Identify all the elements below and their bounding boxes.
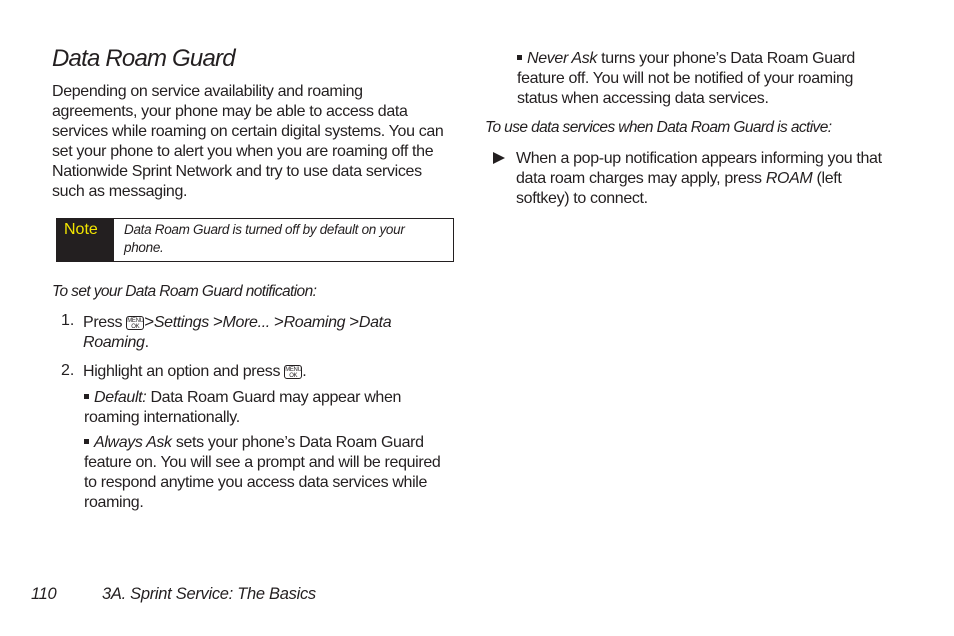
path-separator: > [144,312,154,331]
option-name: Always Ask [94,434,172,451]
roam-softkey: ROAM [765,170,813,187]
use-step-before: When a pop-up notification appears informing you that data roam charges may apply, press [516,150,882,187]
use-step-after: (left softkey) to connect. [516,170,842,207]
menu-ok-key-icon [284,365,302,379]
option-name: Default: [94,389,147,406]
menu-path-more: More... [222,314,270,331]
step-1 [83,312,443,353]
option-description: sets your phone’s Data Roam Guard feature on. You will see a prompt and will be required to respond anytime you access data services while roaming. [84,434,441,511]
path-separator: > [212,312,223,331]
use-step [516,149,894,209]
note-label: Note [57,219,114,261]
step-2 [83,362,443,382]
option-default [84,388,439,428]
use-heading: To use data services when Data Roam Guard is active: [485,119,832,136]
step-1-prefix: Press [83,314,123,331]
bullet-icon [517,55,522,60]
page-number: 110 [31,585,57,603]
key-bottom-label: OK [289,373,298,379]
key-top-label: MENU [127,318,144,324]
intro-paragraph: Depending on service availability and roaming agreements, your phone may be able to access data services while roaming on certain digital systems. You can set your phone to alert you when you are roaming off the Nationwide Sprint Network and try to use data services such as messaging. [52,83,444,200]
step-2-number: 2. [61,362,75,379]
step-2-end: . [302,363,307,380]
bullet-icon [84,394,89,399]
path-separator: > [274,312,284,331]
path-separator: > [349,312,359,331]
option-description: turns your phone’s Data Roam Guard feature off. You will not be notified of your roaming status when accessing data services. [517,50,855,107]
note-box [56,218,454,262]
set-heading: To set your Data Roam Guard notification: [52,283,317,300]
option-description: Data Roam Guard may appear when roaming internationally. [84,389,402,426]
arrow-bullet-icon [493,152,505,164]
menu-ok-key-icon [126,316,144,330]
section-title: 3A. Sprint Service: The Basics [102,585,316,603]
bullet-icon [84,439,89,444]
menu-path-settings: Settings [153,314,209,331]
step-1-end: . [144,334,149,351]
note-text: Data Roam Guard is turned off by default on your phone. [124,222,405,255]
option-always-ask [84,433,442,513]
step-1-number: 1. [61,312,75,329]
page-title: Data Roam Guard [52,45,235,72]
menu-path-roaming: Roaming [283,314,346,331]
option-never-ask [517,49,889,109]
key-top-label: MENU [285,367,302,373]
step-2-prefix: Highlight an option and press [83,363,281,380]
option-name: Never Ask [527,50,598,67]
key-bottom-label: OK [131,324,140,330]
menu-path-data-roaming: Data Roaming [83,314,392,351]
